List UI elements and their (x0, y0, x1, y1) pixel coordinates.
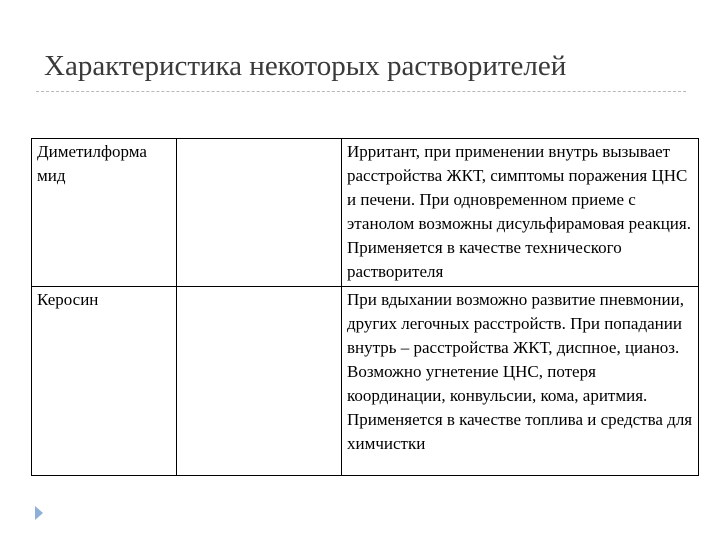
empty-cell (177, 139, 342, 287)
solvents-table (31, 138, 699, 476)
slide-title: Характеристика некоторых растворителей (44, 50, 567, 82)
solvent-description-cell: При вдыхании возможно развитие пневмонии, других легочных расстройств. При попадании внутрь – расстройства ЖКТ, диспное, цианоз. Возможно угнетение ЦНС, потеря координации, конвульсии, кома, аритмия. Применяется в качестве топлива и средства для химчистки (342, 287, 699, 476)
table-row (32, 139, 699, 287)
solvent-description-cell: Ирритант, при применении внутрь вызывает расстройства ЖКТ, симптомы поражения ЦНС и печени. При одновременном приеме с этанолом возможны дисульфирамовая реакция. Применяется в качестве технического растворителя (342, 139, 699, 287)
title-divider (36, 91, 686, 92)
solvent-name-cell: Диметилформа мид (32, 139, 177, 287)
table-row (32, 287, 699, 476)
empty-cell (177, 287, 342, 476)
bullet-arrow-icon (35, 506, 43, 520)
solvent-name-cell: Керосин (32, 287, 177, 476)
